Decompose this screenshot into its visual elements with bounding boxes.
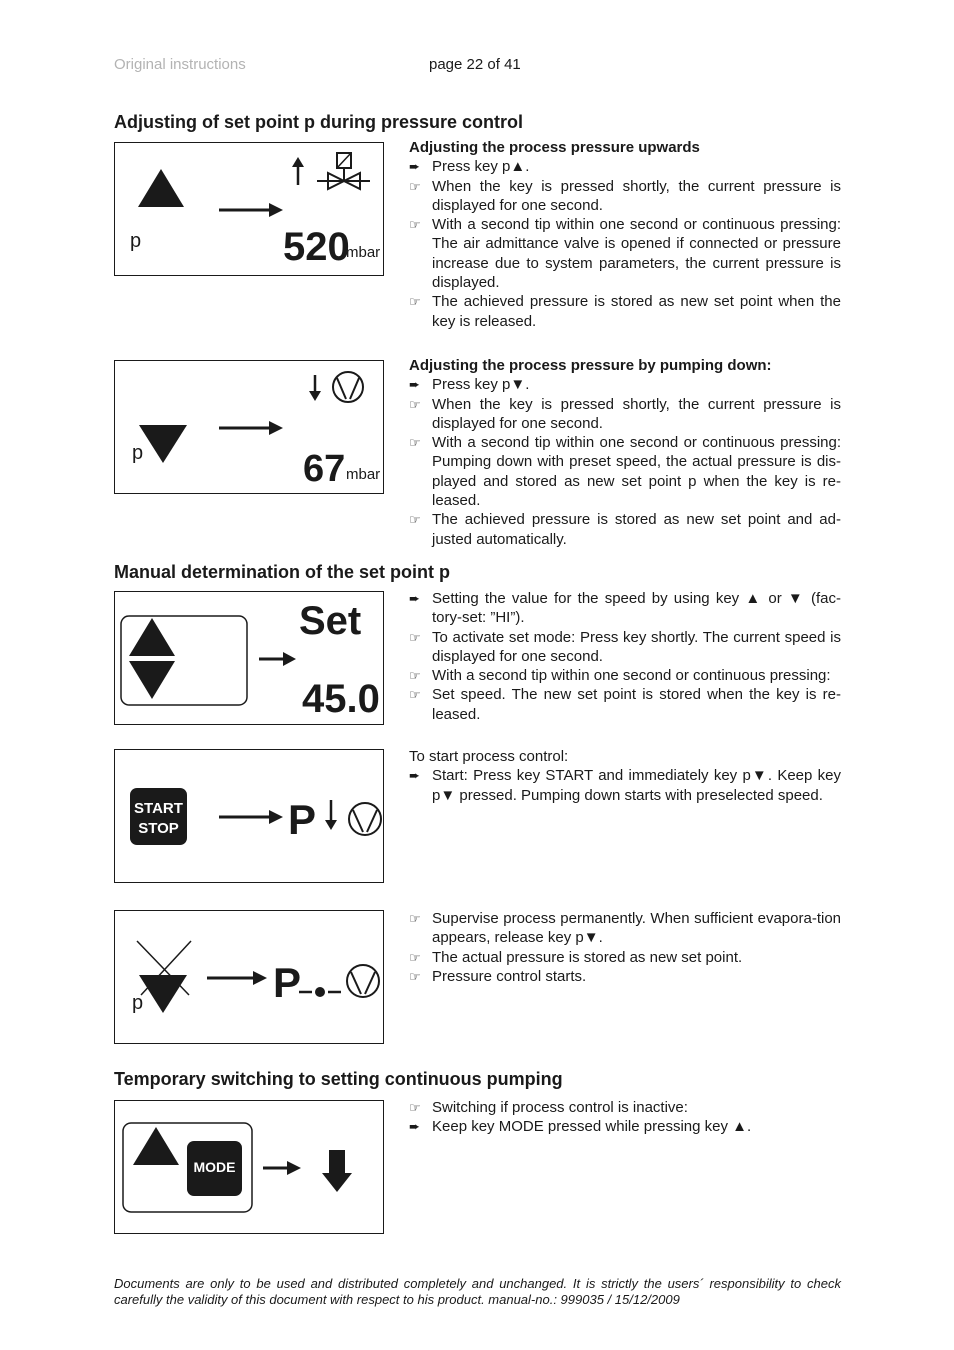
- panel-pressure-up-drawing: [115, 143, 385, 277]
- page-number: page 22 of 41: [429, 56, 521, 73]
- subheading-pump-down: Adjusting the process pressure by pumping down:: [409, 357, 772, 374]
- lcd-mode-p: P: [288, 796, 317, 843]
- display-panel-pressure-up: [114, 142, 384, 276]
- up-triangle-key-icon: [129, 618, 175, 656]
- lcd-set-text: Set: [299, 599, 362, 643]
- hand-bullet-icon: ☞: [409, 294, 421, 310]
- list-item: ☞ The achieved pressure is stored as new set point and ad-justed automatically.: [409, 511, 841, 548]
- section-title-manual-setpoint: Manual determination of the set point p: [114, 562, 451, 582]
- lcd-speed-value: 45.0: [302, 677, 380, 721]
- display-panel-pump-down: [114, 360, 384, 494]
- list-item: ☞ Pressure control starts.: [409, 967, 587, 985]
- section-title-continuous-pumping: Temporary switching to setting continuous pumping: [114, 1069, 563, 1089]
- display-panel-release-key: [114, 910, 384, 1044]
- hand-bullet-icon: ☞: [409, 968, 421, 984]
- panel-set-speed-drawing: [115, 592, 385, 726]
- hand-bullet-icon: ☞: [409, 217, 421, 233]
- arrow-bullet-icon: ➨: [409, 377, 420, 393]
- panel-start-process-drawing: [115, 750, 385, 884]
- air-admittance-valve-icon: [317, 153, 370, 189]
- display-panel-start-process: [114, 749, 384, 883]
- arrow-bullet-icon: ➨: [409, 768, 420, 784]
- key-pad-outline: [121, 616, 247, 705]
- continuous-pumping-down-arrow-icon: [322, 1150, 352, 1192]
- list-item: ☞ The actual pressure is stored as new set point.: [409, 948, 743, 966]
- hand-bullet-icon: ☞: [409, 668, 421, 684]
- list-item: ☞ With a second tip within one second or continuous pressing:: [409, 667, 831, 685]
- text-block-continuous-pumping: [409, 1098, 841, 1137]
- list-item: ☞ When the key is pressed shortly, the current pressure is displayed for one second.: [409, 395, 841, 432]
- down-triangle-key-icon: [139, 975, 187, 1013]
- display-panel-continuous-pumping: [114, 1100, 384, 1234]
- key-label-p: p: [130, 230, 142, 252]
- footer-disclaimer: Documents are only to be used and distributed completely and unchanged. It is strictly the users´ responsibility to check carefully the validity of this document with respect to his product. manual-no.: 999035 / 15/12/2009: [114, 1276, 841, 1307]
- list-item: ☞ With a second tip within one second or continuous pressing: The air admittance valve is opened if connected or pressure increase due to system parameters, the current pressure is displayed.: [409, 216, 841, 292]
- text-block-set-speed: [409, 589, 841, 724]
- arrow-bullet-icon: ➨: [409, 159, 420, 175]
- setpoint-dot-icon: [299, 987, 341, 997]
- unit-mbar: mbar: [346, 466, 381, 483]
- hand-bullet-icon: ☞: [409, 1100, 421, 1115]
- lcd-mode-p: P: [273, 959, 302, 1006]
- hand-bullet-icon: ☞: [409, 178, 421, 194]
- hand-bullet-icon: ☞: [409, 949, 421, 965]
- hand-bullet-icon: ☞: [409, 435, 421, 451]
- pressure-readout-520: 520: [283, 225, 350, 269]
- down-triangle-key-icon: [139, 425, 187, 463]
- section-title-setpoint-adjust: Adjusting of set point p during pressure control: [114, 112, 523, 132]
- panel-pump-down-drawing: [115, 361, 385, 495]
- text-block-start-process: [409, 747, 841, 805]
- up-triangle-key-icon: [133, 1127, 179, 1165]
- down-triangle-key-icon: [129, 661, 175, 699]
- key-mode-label: MODE: [193, 1159, 236, 1175]
- list-item: ☞ The achieved pressure is stored as new set point when the key is released.: [409, 293, 841, 330]
- list-item: ☞ With a second tip within one second or continuous pressing: Pumping down with preset speed, the actual pressure is dis-played and stored as new set point p when the key is re-leased.: [409, 434, 841, 510]
- text-block-pressure-up: [409, 138, 841, 331]
- pump-icon: [349, 803, 381, 835]
- list-item: ☞ Switching if process control is inactive:: [409, 1099, 688, 1116]
- list-item: ☞ When the key is pressed shortly, the current pressure is displayed for one second.: [409, 177, 841, 214]
- up-triangle-key-icon: [138, 169, 184, 207]
- arrow-bullet-icon: ➨: [409, 591, 420, 606]
- list-item: ☞ Set speed. The new set point is stored when the key is re-leased.: [409, 686, 841, 723]
- key-stop-label: STOP: [138, 820, 179, 837]
- header-document-type: Original instructions: [114, 56, 246, 73]
- unit-mbar: mbar: [346, 244, 381, 261]
- key-label-p: p: [132, 442, 144, 464]
- display-panel-set-speed: [114, 591, 384, 725]
- hand-bullet-icon: ☞: [409, 512, 421, 528]
- intro-start-process: To start process control:: [409, 748, 569, 765]
- text-block-pump-down: [409, 356, 841, 549]
- arrow-bullet-icon: ➨: [409, 1119, 420, 1135]
- list-item: ➨ Keep key MODE pressed while pressing key ▲.: [409, 1118, 752, 1136]
- list-item: ➨ Press key p▼.: [409, 376, 530, 394]
- hand-bullet-icon: ☞: [409, 396, 421, 412]
- key-start-label: START: [134, 800, 183, 817]
- hand-bullet-icon: ☞: [409, 629, 421, 645]
- list-item: ➨ Start: Press key START and immediately key p▼. Keep key p▼ pressed. Pumping down starts with preselected speed.: [409, 767, 841, 804]
- list-item: ☞ Supervise process permanently. When sufficient evapora-tion appears, release key p▼.: [409, 910, 841, 947]
- subheading-pressure-up: Adjusting the process pressure upwards: [409, 139, 700, 156]
- text-block-release-key: [409, 909, 841, 986]
- hand-bullet-icon: ☞: [409, 687, 421, 703]
- panel-release-key-drawing: [115, 911, 385, 1045]
- pump-icon: [333, 372, 363, 402]
- pump-icon: [347, 965, 379, 997]
- hand-bullet-icon: ☞: [409, 911, 421, 926]
- key-label-p: p: [132, 992, 144, 1014]
- list-item: ➨ Setting the value for the speed by using key ▲ or ▼ (fac-tory-set: ”HI”).: [409, 590, 841, 627]
- list-item: ☞ To activate set mode: Press key shortly. The current speed is displayed for one second.: [409, 628, 841, 665]
- pressure-readout-67: 67: [303, 448, 346, 490]
- panel-continuous-pumping-drawing: [115, 1101, 385, 1235]
- list-item: ➨ Press key p▲.: [409, 158, 530, 176]
